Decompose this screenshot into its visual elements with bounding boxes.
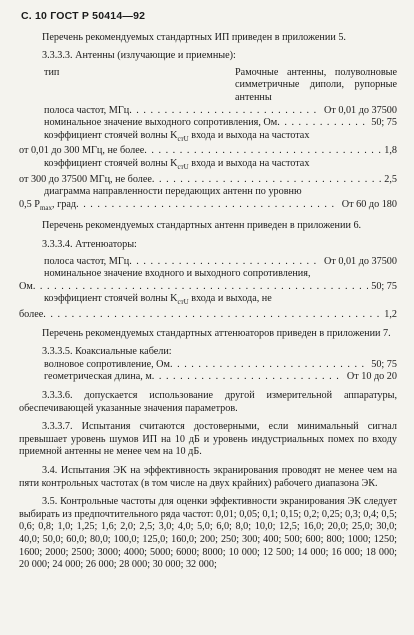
antenna-vswr1-value: 1,8	[384, 145, 397, 157]
attenuator-freq-row	[19, 256, 397, 269]
paragraph-annex7: Перечень рекомендуемых стандартных аттенюаторов приведен в приложении 7.	[42, 327, 391, 339]
page-header: С. 10 ГОСТ Р 50414—92	[21, 10, 146, 22]
antenna-vswr1-label: от 0,01 до 300 МГц, не более	[19, 145, 145, 157]
antenna-vswr1-row	[19, 145, 397, 158]
attenuator-vswr-value: 1,2	[384, 309, 397, 320]
attenuator-freq-label: полоса частот, МГц	[44, 255, 130, 267]
section-3-4: 3.4. Испытания ЭК на эффективность экранирования проводят не менее чем на пяти контрольных частотах (в том числе на двух крайних) рабочего диапазона ЭК.	[19, 464, 397, 489]
antenna-impedance-label: номинальное значение выходного сопротивления, Ом	[44, 117, 278, 129]
antenna-type-label: тип	[44, 66, 60, 78]
antenna-freq-value: От 0,01 до 37500	[323, 104, 397, 116]
cable-impedance-row	[19, 359, 397, 372]
paragraph-annex5: Перечень рекомендуемых стандартных ИП приведен в приложении 5.	[42, 31, 346, 43]
section-3-5: 3.5. Контрольные частоты для оценки эффективности экранирования ЭК следует выбирать из предпочтительного ряда частот: 0,01; 0,05; 0,1; 0,15; 0,2; 0,25; 0,3; 0,4; 0,5; 0,6; 0,8; 1,0; 1,25; 1,6; 2,0; 2,5; 3,0; 4,0; 5,0; 6,0; 8,0; 10,0; 12,5; 16,0; 20,0; 25,0; 30,0; 40,0; 50,0; 60,0; 80,0; 100,0; 125,0; 160,0; 200; 250; 300; 400; 500; 600; 800; 1000; 1250; 1600; 2000; 2500; 3000; 4000; 5000; 6000; 8000; 10 000; 12 500; 14 000; 16 000; 18 000; 20 000; 24 000; 26 000; 28 000; 30 000; 32 000;	[19, 496, 397, 571]
antenna-directivity-value: От 60 до 180	[341, 198, 397, 210]
antenna-type-value: Рамочные антенны, полуволновые симметричные диполи, рупорные антенны	[235, 66, 397, 103]
cable-impedance-label: волновое сопротивление, Ом	[44, 358, 170, 370]
attenuator-impedance-line1: номинальное значение входного и выходного сопротивления,	[44, 268, 311, 280]
cable-length-row	[19, 371, 397, 384]
cable-length-value: От 10 до 20	[346, 371, 397, 383]
antenna-vswr1-line1: коэффициент стоячей волны $K_{стU}$ входа и выхода на частотах	[44, 129, 310, 143]
antenna-impedance-row	[19, 117, 397, 130]
antenna-impedance-value: 50; 75	[371, 117, 397, 129]
attenuator-impedance-row	[19, 281, 397, 294]
section-3-3-3-6: 3.3.3.6. допускается использование другой измерительной аппаратуры, обеспечивающей указанные значения параметров.	[19, 389, 397, 414]
section-3-3-3-4-title: 3.3.3.4. Аттенюаторы:	[42, 239, 137, 250]
attenuator-vswr-label: более	[19, 309, 44, 320]
antenna-vswr2-label: от 300 до 37500 МГц, не более	[19, 173, 152, 185]
attenuator-vswr-row	[19, 309, 397, 322]
section-3-3-3-7: 3.3.3.7. Испытания считаются достоверными, если минимальный сигнал превышает уровень шумов ИП на 10 дБ и уровень индустриальных помех по входу приемной антенны не менее чем на 10 дБ.	[19, 421, 397, 458]
paragraph-annex6: Перечень рекомендуемых стандартных антенн приведен в приложении 6.	[42, 220, 362, 232]
antenna-directivity-line1: диаграмма направленности передающих антенн по уровню	[44, 186, 302, 198]
antenna-directivity-row	[19, 199, 397, 215]
attenuator-freq-value: От 0,01 до 37500	[323, 255, 397, 267]
antenna-vswr2-value: 2,5	[384, 173, 397, 185]
section-3-3-3-5-title: 3.3.3.5. Коаксиальные кабели:	[42, 346, 172, 358]
antenna-directivity-label: 0,5 $P_{max}$, град	[19, 198, 77, 212]
cable-length-label: геометрическая длина, м	[44, 371, 152, 383]
attenuator-vswr-line1: коэффициент стоячей волны $K_{стU}$ входа и выхода, не	[44, 293, 272, 307]
attenuator-impedance-value: 50; 75	[371, 280, 397, 292]
antenna-freq-row	[19, 105, 397, 118]
antenna-type-row	[19, 67, 397, 105]
antenna-vswr2-row	[19, 174, 397, 187]
section-3-3-3-3-title: 3.3.3.3. Антенны (излучающие и приемные):	[42, 50, 236, 62]
antenna-freq-label: полоса частот, МГц	[44, 104, 130, 116]
antenna-vswr2-line1: коэффициент стоячей волны $K_{стU}$ входа и выхода на частотах	[44, 157, 310, 171]
attenuator-impedance-label: Ом	[19, 280, 33, 292]
cable-impedance-value: 50; 75	[371, 358, 397, 370]
